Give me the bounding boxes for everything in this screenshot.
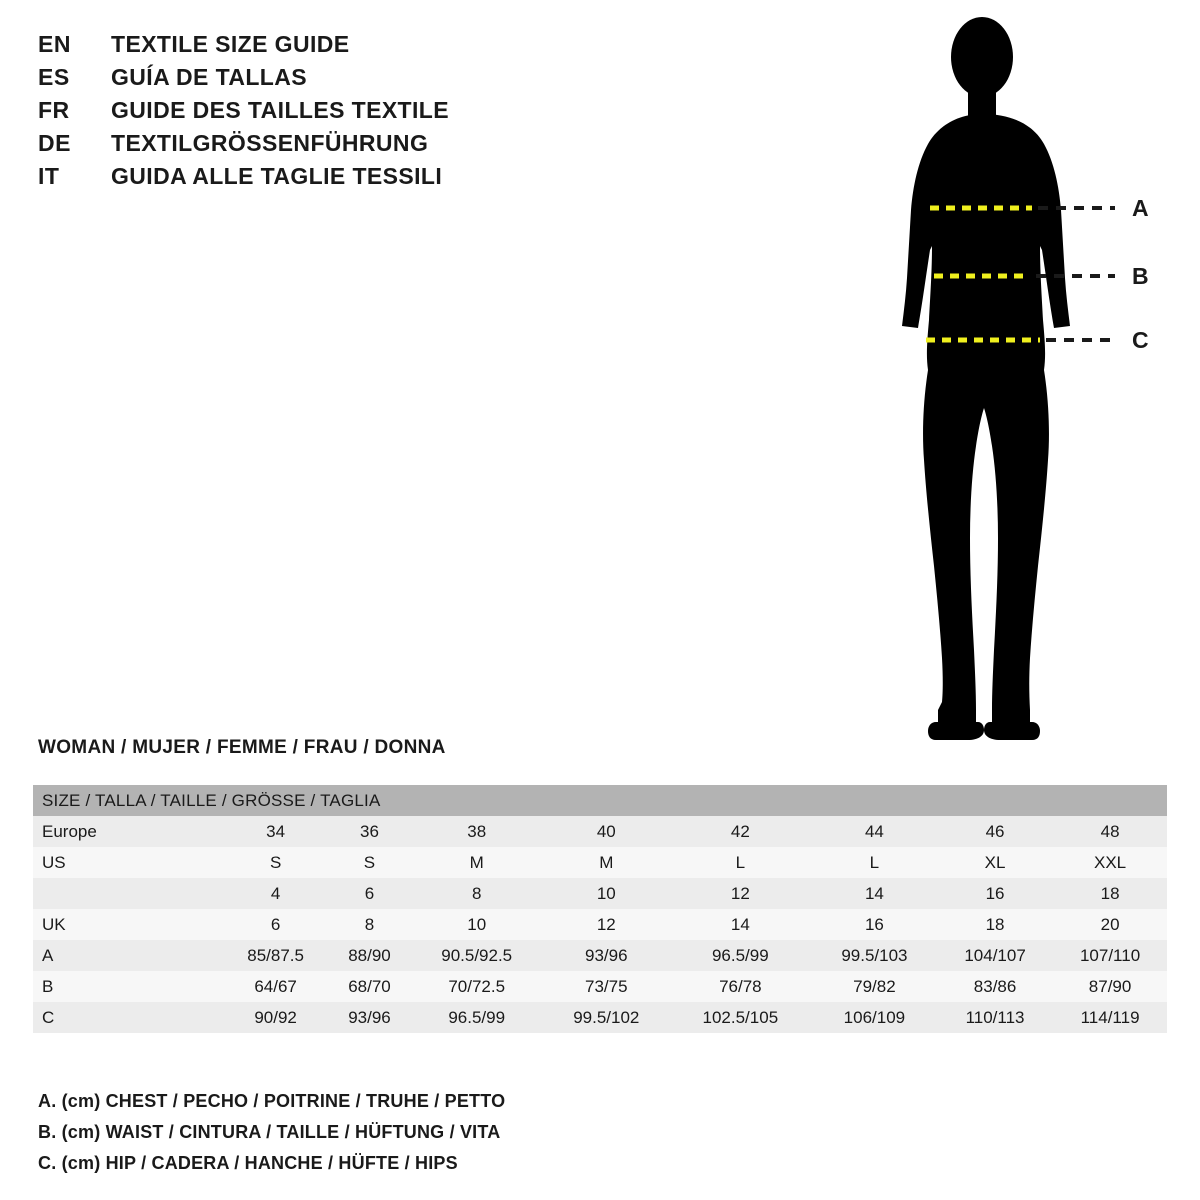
table-cell: 16 xyxy=(864,914,884,934)
table-row xyxy=(33,847,1167,878)
table-cell: 64/67 xyxy=(254,976,297,996)
table-cell: 12 xyxy=(730,883,750,903)
table-cell: 87/90 xyxy=(1088,976,1132,996)
table-cell: S xyxy=(363,852,376,872)
legend xyxy=(38,1086,738,1179)
table-cell: M xyxy=(599,852,614,872)
table-cell: 10 xyxy=(596,883,616,903)
title-language-code: FR xyxy=(38,97,70,123)
table-cell: 99.5/103 xyxy=(841,945,908,965)
table-cell: 4 xyxy=(270,883,281,903)
table-header-label: SIZE / TALLA / TAILLE / GRÖSSE / TAGLIA xyxy=(42,790,381,810)
waist-marker-label: B xyxy=(1132,263,1149,289)
table-cell: 96.5/99 xyxy=(448,1007,506,1027)
table-row xyxy=(33,878,1167,909)
table-cell: 16 xyxy=(985,883,1005,903)
table-cell: 90.5/92.5 xyxy=(441,945,513,965)
title-text: GUIDE DES TAILLES TEXTILE xyxy=(111,97,449,123)
table-cell: 40 xyxy=(596,821,616,841)
table-cell: 20 xyxy=(1100,914,1120,934)
female-silhouette-icon xyxy=(860,10,1190,750)
table-cell: 90/92 xyxy=(254,1007,297,1027)
row-label: US xyxy=(42,852,66,872)
table-cell: 10 xyxy=(467,914,487,934)
title-text: GUIDA ALLE TAGLIE TESSILI xyxy=(111,163,443,189)
title-row xyxy=(38,160,598,193)
title-language-code: ES xyxy=(38,64,70,90)
table-cell: 46 xyxy=(985,821,1005,841)
table-cell: 104/107 xyxy=(964,945,1026,965)
table-cell: 6 xyxy=(270,914,281,934)
title-text: GUÍA DE TALLAS xyxy=(111,64,307,90)
table-cell: 8 xyxy=(364,914,375,934)
row-label: C xyxy=(42,1007,55,1027)
title-language-code: IT xyxy=(38,163,60,189)
table-cell: 70/72.5 xyxy=(448,976,506,996)
title-language-code: EN xyxy=(38,31,71,57)
legend-line-hip: C. (cm) HIP / CADERA / HANCHE / HÜFTE / HIPS xyxy=(38,1153,458,1173)
title-row xyxy=(38,28,598,61)
table-cell: 76/78 xyxy=(719,976,762,996)
table-cell: S xyxy=(269,852,282,872)
hip-marker-label: C xyxy=(1132,327,1149,353)
row-label: UK xyxy=(42,914,66,934)
table-cell: 18 xyxy=(1100,883,1120,903)
table-cell: L xyxy=(869,852,880,872)
table-row xyxy=(33,971,1167,1002)
table-cell: 8 xyxy=(471,883,482,903)
table-cell: 14 xyxy=(864,883,884,903)
table-cell: 18 xyxy=(985,914,1005,934)
row-label: A xyxy=(42,945,54,965)
table-cell: 93/96 xyxy=(585,945,628,965)
title-text: TEXTILGRÖSSENFÜHRUNG xyxy=(111,130,429,156)
table-cell: XL xyxy=(984,852,1006,872)
title-text: TEXTILE SIZE GUIDE xyxy=(111,31,350,57)
title-row xyxy=(38,61,598,94)
table-cell: XXL xyxy=(1094,852,1127,872)
table-cell: 83/86 xyxy=(973,976,1017,996)
table-row xyxy=(33,909,1167,940)
table-cell: 114/119 xyxy=(1080,1007,1140,1027)
table-row xyxy=(33,816,1167,847)
table-cell: 12 xyxy=(596,914,616,934)
row-label: B xyxy=(42,976,54,996)
table-cell: 68/70 xyxy=(348,976,391,996)
table-cell: 42 xyxy=(730,821,750,841)
table-cell: 38 xyxy=(467,821,487,841)
table-cell: 102.5/105 xyxy=(702,1007,779,1027)
table-cell: 44 xyxy=(864,821,884,841)
chest-marker-label: A xyxy=(1132,195,1149,221)
table-cell: 88/90 xyxy=(348,945,391,965)
table-cell: 106/109 xyxy=(843,1007,906,1027)
row-label xyxy=(33,878,222,909)
legend-line-chest: A. (cm) CHEST / PECHO / POITRINE / TRUHE / PETTO xyxy=(38,1091,506,1111)
table-cell: 85/87.5 xyxy=(247,945,304,965)
section-heading: WOMAN / MUJER / FEMME / FRAU / DONNA xyxy=(38,737,446,758)
table-cell: 93/96 xyxy=(348,1007,391,1027)
title-row xyxy=(38,127,598,160)
table-cell: L xyxy=(735,852,746,872)
table-row xyxy=(33,1002,1167,1033)
title-language-code: DE xyxy=(38,130,71,156)
table-cell: 99.5/102 xyxy=(573,1007,640,1027)
table-cell: 14 xyxy=(730,914,750,934)
row-label: Europe xyxy=(42,821,97,841)
table-cell: 110/113 xyxy=(965,1007,1025,1027)
title-row xyxy=(38,94,598,127)
table-cell: 73/75 xyxy=(585,976,628,996)
table-cell: 6 xyxy=(364,883,375,903)
size-table xyxy=(33,785,1167,1033)
title-block xyxy=(38,28,598,193)
table-cell: M xyxy=(469,852,484,872)
legend-line-waist: B. (cm) WAIST / CINTURA / TAILLE / HÜFTUNG / VITA xyxy=(38,1122,501,1142)
table-cell: 107/110 xyxy=(1079,945,1141,965)
table-cell: 36 xyxy=(360,821,379,841)
table-row xyxy=(33,940,1167,971)
table-cell: 96.5/99 xyxy=(711,945,769,965)
table-cell: 34 xyxy=(266,821,286,841)
table-cell: 48 xyxy=(1100,821,1120,841)
measurement-figure xyxy=(860,10,1190,750)
table-cell: 79/82 xyxy=(853,976,896,996)
table-header-row xyxy=(33,785,1167,816)
